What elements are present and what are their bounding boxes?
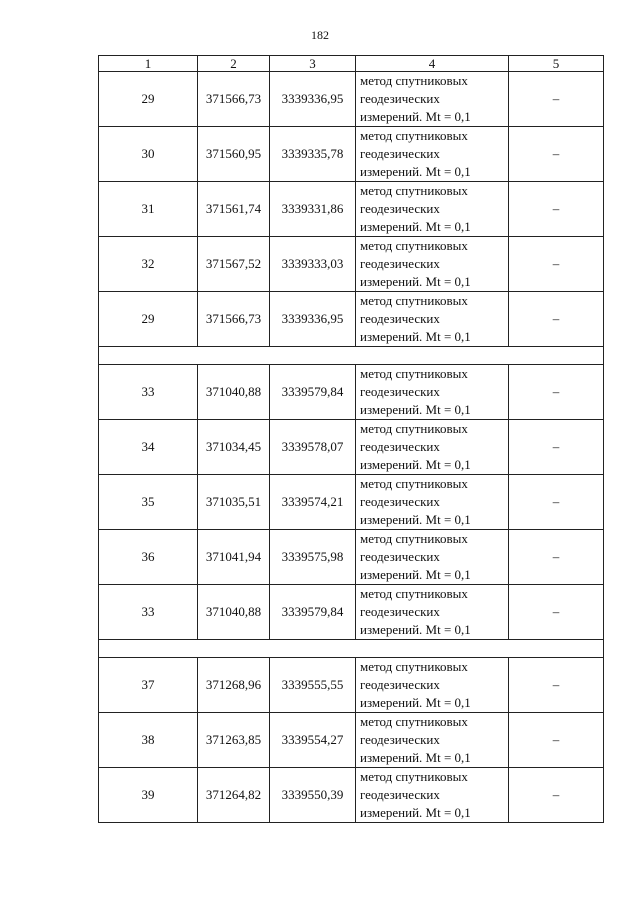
method-line: измерений. Mt = 0,1 — [360, 274, 471, 289]
table-row — [99, 585, 604, 640]
method-cell — [356, 237, 509, 292]
header-col-3: 3 — [270, 56, 356, 72]
header-col-4: 4 — [356, 56, 509, 72]
table-row — [99, 127, 604, 182]
x-coordinate-cell: 371263,85 — [198, 713, 270, 768]
y-coordinate-cell: 3339336,95 — [270, 292, 356, 347]
method-line: геодезических — [360, 677, 440, 692]
method-cell — [356, 768, 509, 823]
y-coordinate-cell: 3339574,21 — [270, 475, 356, 530]
coordinates-table — [98, 55, 604, 823]
table-row — [99, 658, 604, 713]
point-number-cell: 39 — [99, 768, 198, 823]
method-line: геодезических — [360, 787, 440, 802]
point-number-cell: 29 — [99, 72, 198, 127]
method-line: геодезических — [360, 604, 440, 619]
method-line: геодезических — [360, 384, 440, 399]
table-header — [99, 56, 604, 72]
point-number-cell: 36 — [99, 530, 198, 585]
note-cell: – — [509, 237, 604, 292]
method-line: метод спутниковых — [360, 714, 468, 729]
method-cell — [356, 530, 509, 585]
method-cell — [356, 658, 509, 713]
note-cell: – — [509, 658, 604, 713]
y-coordinate-cell: 3339336,95 — [270, 72, 356, 127]
method-line: измерений. Mt = 0,1 — [360, 805, 471, 820]
y-coordinate-cell: 3339579,84 — [270, 585, 356, 640]
y-coordinate-cell: 3339555,55 — [270, 658, 356, 713]
method-line: метод спутниковых — [360, 586, 468, 601]
y-coordinate-cell: 3339578,07 — [270, 420, 356, 475]
table-row — [99, 713, 604, 768]
table-row — [99, 365, 604, 420]
page-number: 182 — [311, 28, 329, 42]
note-cell: – — [509, 292, 604, 347]
y-coordinate-cell: 3339335,78 — [270, 127, 356, 182]
method-line: метод спутниковых — [360, 531, 468, 546]
method-cell — [356, 72, 509, 127]
x-coordinate-cell: 371566,73 — [198, 292, 270, 347]
note-cell: – — [509, 768, 604, 823]
x-coordinate-cell: 371041,94 — [198, 530, 270, 585]
group-separator-cell — [99, 347, 604, 365]
note-cell: – — [509, 530, 604, 585]
point-number-cell: 30 — [99, 127, 198, 182]
table-row — [99, 72, 604, 127]
group-separator-row — [99, 640, 604, 658]
x-coordinate-cell: 371567,52 — [198, 237, 270, 292]
method-line: измерений. Mt = 0,1 — [360, 567, 471, 582]
table-row — [99, 292, 604, 347]
y-coordinate-cell: 3339331,86 — [270, 182, 356, 237]
x-coordinate-cell: 371268,96 — [198, 658, 270, 713]
method-cell — [356, 475, 509, 530]
method-line: метод спутниковых — [360, 238, 468, 253]
table-row — [99, 768, 604, 823]
note-cell: – — [509, 475, 604, 530]
group-separator-row — [99, 347, 604, 365]
method-line: измерений. Mt = 0,1 — [360, 512, 471, 527]
method-line: метод спутниковых — [360, 183, 468, 198]
x-coordinate-cell: 371040,88 — [198, 585, 270, 640]
method-line: геодезических — [360, 494, 440, 509]
method-cell — [356, 182, 509, 237]
table-row — [99, 182, 604, 237]
y-coordinate-cell: 3339554,27 — [270, 713, 356, 768]
y-coordinate-cell: 3339575,98 — [270, 530, 356, 585]
note-cell: – — [509, 72, 604, 127]
note-cell: – — [509, 365, 604, 420]
method-cell — [356, 292, 509, 347]
method-line: измерений. Mt = 0,1 — [360, 750, 471, 765]
group-separator-cell — [99, 640, 604, 658]
point-number-cell: 34 — [99, 420, 198, 475]
y-coordinate-cell: 3339579,84 — [270, 365, 356, 420]
table-row — [99, 237, 604, 292]
method-cell — [356, 713, 509, 768]
method-cell — [356, 585, 509, 640]
method-line: измерений. Mt = 0,1 — [360, 457, 471, 472]
method-line: измерений. Mt = 0,1 — [360, 164, 471, 179]
note-cell: – — [509, 713, 604, 768]
header-col-2: 2 — [198, 56, 270, 72]
method-line: геодезических — [360, 146, 440, 161]
x-coordinate-cell: 371561,74 — [198, 182, 270, 237]
method-line: геодезических — [360, 201, 440, 216]
point-number-cell: 32 — [99, 237, 198, 292]
point-number-cell: 37 — [99, 658, 198, 713]
x-coordinate-cell: 371264,82 — [198, 768, 270, 823]
method-line: метод спутниковых — [360, 659, 468, 674]
point-number-cell: 33 — [99, 365, 198, 420]
method-line: метод спутниковых — [360, 128, 468, 143]
x-coordinate-cell: 371040,88 — [198, 365, 270, 420]
method-line: геодезических — [360, 732, 440, 747]
method-cell — [356, 420, 509, 475]
table-row — [99, 530, 604, 585]
header-row — [99, 56, 604, 72]
point-number-cell: 29 — [99, 292, 198, 347]
point-number-cell: 38 — [99, 713, 198, 768]
note-cell: – — [509, 420, 604, 475]
method-cell — [356, 127, 509, 182]
method-line: метод спутниковых — [360, 73, 468, 88]
method-line: измерений. Mt = 0,1 — [360, 695, 471, 710]
method-line: метод спутниковых — [360, 293, 468, 308]
header-col-5: 5 — [509, 56, 604, 72]
method-line: измерений. Mt = 0,1 — [360, 329, 471, 344]
method-line: геодезических — [360, 91, 440, 106]
method-line: геодезических — [360, 311, 440, 326]
x-coordinate-cell: 371034,45 — [198, 420, 270, 475]
method-line: измерений. Mt = 0,1 — [360, 402, 471, 417]
method-line: метод спутниковых — [360, 476, 468, 491]
y-coordinate-cell: 3339550,39 — [270, 768, 356, 823]
note-cell: – — [509, 585, 604, 640]
point-number-cell: 31 — [99, 182, 198, 237]
method-line: геодезических — [360, 256, 440, 271]
point-number-cell: 33 — [99, 585, 198, 640]
method-line: геодезических — [360, 439, 440, 454]
x-coordinate-cell: 371560,95 — [198, 127, 270, 182]
method-line: метод спутниковых — [360, 366, 468, 381]
method-line: метод спутниковых — [360, 421, 468, 436]
method-line: измерений. Mt = 0,1 — [360, 109, 471, 124]
x-coordinate-cell: 371035,51 — [198, 475, 270, 530]
header-col-1: 1 — [99, 56, 198, 72]
method-cell — [356, 365, 509, 420]
point-number-cell: 35 — [99, 475, 198, 530]
table-row — [99, 420, 604, 475]
y-coordinate-cell: 3339333,03 — [270, 237, 356, 292]
method-line: геодезических — [360, 549, 440, 564]
note-cell: – — [509, 182, 604, 237]
table-body — [99, 72, 604, 823]
method-line: метод спутниковых — [360, 769, 468, 784]
note-cell: – — [509, 127, 604, 182]
x-coordinate-cell: 371566,73 — [198, 72, 270, 127]
method-line: измерений. Mt = 0,1 — [360, 622, 471, 637]
method-line: измерений. Mt = 0,1 — [360, 219, 471, 234]
table-row — [99, 475, 604, 530]
